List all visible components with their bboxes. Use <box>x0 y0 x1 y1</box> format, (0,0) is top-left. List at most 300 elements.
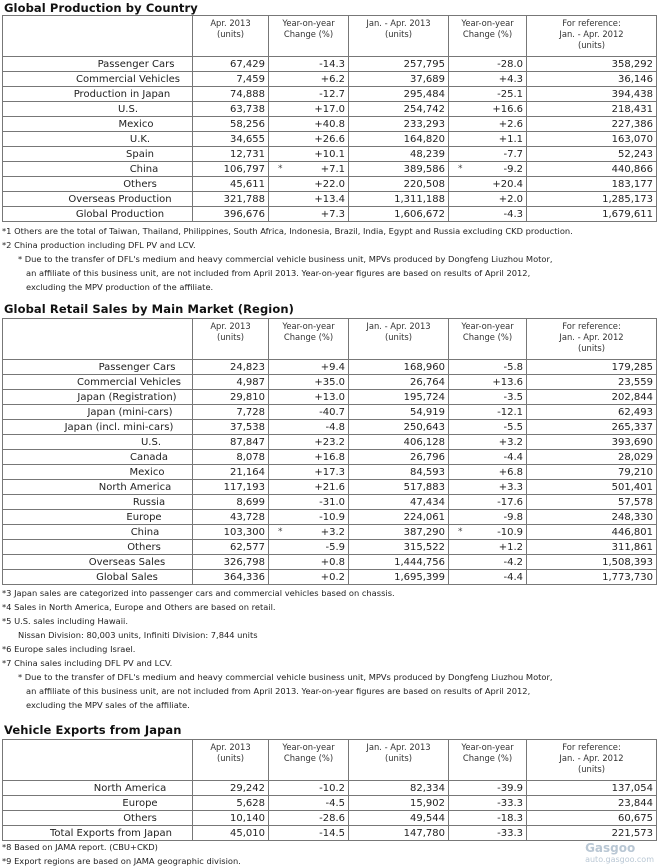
value-cell <box>449 510 527 525</box>
value-cell <box>449 540 527 555</box>
value-cell <box>527 420 657 435</box>
value-text: 10,140 <box>230 812 265 824</box>
table-row <box>3 450 657 465</box>
row-label-text: Mexico <box>118 118 154 130</box>
value-cell <box>449 480 527 495</box>
value-cell <box>269 480 349 495</box>
table-row <box>3 132 657 147</box>
value-cell <box>449 495 527 510</box>
value-text: 394,438 <box>611 88 653 100</box>
footnote: excluding the MPV sales of the affiliate. <box>26 700 190 710</box>
value-text: -10.9 <box>319 511 345 523</box>
value-text: 406,128 <box>403 436 445 448</box>
value-cell <box>193 87 269 102</box>
value-cell <box>449 102 527 117</box>
value-text: 117,193 <box>223 481 265 493</box>
value-cell <box>193 811 269 826</box>
table-row <box>3 495 657 510</box>
value-text: 62,493 <box>618 406 653 418</box>
value-cell <box>527 495 657 510</box>
value-text: 52,243 <box>618 148 653 160</box>
row-label-text: Global Production <box>75 208 165 220</box>
value-cell <box>349 510 449 525</box>
value-cell <box>449 796 527 811</box>
row-label <box>3 781 193 796</box>
column-header: Year-on-year Change (%) <box>449 16 527 57</box>
value-cell <box>349 465 449 480</box>
row-label <box>3 360 193 375</box>
footnote: an affiliate of this business unit, are not included from April 2013. Year-on-year figures are based on results of April 2012, <box>26 686 531 696</box>
value-cell <box>527 435 657 450</box>
row-label <box>3 450 193 465</box>
table-row <box>3 465 657 480</box>
value-cell <box>449 147 527 162</box>
value-text: 195,724 <box>403 391 445 403</box>
table-row <box>3 811 657 826</box>
row-label-text: U.K. <box>129 133 151 145</box>
value-text: 1,606,672 <box>394 208 445 220</box>
value-cell <box>527 510 657 525</box>
value-cell <box>449 465 527 480</box>
row-label-text: Japan (mini-cars) <box>87 406 173 418</box>
column-header: Apr. 2013 (units) <box>193 319 269 360</box>
value-text: -10.9 <box>497 526 523 538</box>
value-text: -18.3 <box>497 812 523 824</box>
value-cell <box>527 132 657 147</box>
value-text: 45,010 <box>230 827 265 839</box>
value-cell <box>193 57 269 72</box>
row-label-text: Japan (incl. mini-cars) <box>64 421 174 433</box>
column-header: Year-on-year Change (%) <box>449 740 527 781</box>
footnote: *6 Europe sales including Israel. <box>2 644 136 654</box>
watermark-logo <box>585 841 654 864</box>
value-cell <box>193 162 269 177</box>
value-cell <box>193 390 269 405</box>
column-header: Jan. - Apr. 2013 (units) <box>349 319 449 360</box>
retail-table <box>2 318 657 585</box>
value-text: +20.4 <box>492 178 523 190</box>
column-header: Apr. 2013 (units) <box>193 16 269 57</box>
value-cell <box>349 147 449 162</box>
value-text: 8,699 <box>236 496 265 508</box>
row-label <box>3 510 193 525</box>
watermark-url: auto.gasgoo.com <box>585 855 654 864</box>
value-text: -40.7 <box>319 406 345 418</box>
value-cell <box>349 405 449 420</box>
value-text: 62,577 <box>230 541 265 553</box>
value-text: 45,611 <box>230 178 265 190</box>
value-cell <box>527 570 657 585</box>
value-cell <box>349 177 449 192</box>
footnote: * Due to the transfer of DFL's medium and heavy commercial vehicle business unit, MPVs produced by Dongfeng Liuzhou Motor, <box>18 672 553 682</box>
value-text: 1,444,756 <box>394 556 445 568</box>
value-cell <box>193 826 269 841</box>
value-cell <box>349 555 449 570</box>
retail-title: Global Retail Sales by Main Market (Region) <box>4 302 294 316</box>
value-cell <box>349 360 449 375</box>
value-text: -28.6 <box>319 812 345 824</box>
exports-table <box>2 739 657 841</box>
value-text: -4.4 <box>503 571 523 583</box>
value-text: 26,764 <box>410 376 445 388</box>
value-cell <box>193 510 269 525</box>
value-cell <box>269 207 349 222</box>
table-row <box>3 480 657 495</box>
value-cell <box>269 192 349 207</box>
value-text: +6.2 <box>320 73 345 85</box>
value-cell <box>349 390 449 405</box>
production-table <box>2 15 657 222</box>
row-label <box>3 177 193 192</box>
value-text: -4.8 <box>325 421 345 433</box>
value-text: 58,256 <box>230 118 265 130</box>
row-label <box>3 435 193 450</box>
value-cell <box>349 826 449 841</box>
value-text: 84,593 <box>410 466 445 478</box>
column-header: Jan. - Apr. 2013 (units) <box>349 740 449 781</box>
table-row <box>3 87 657 102</box>
value-cell <box>449 405 527 420</box>
row-label-text: Spain <box>126 148 154 160</box>
value-cell <box>269 57 349 72</box>
value-cell <box>193 781 269 796</box>
table-row <box>3 192 657 207</box>
value-text: +3.3 <box>498 481 523 493</box>
row-label-text: Passenger Cars <box>97 58 175 70</box>
exports-title: Vehicle Exports from Japan <box>4 723 182 737</box>
value-cell <box>193 147 269 162</box>
value-cell <box>527 826 657 841</box>
header-blank-cell <box>3 16 193 57</box>
row-label-text: Japan (Registration) <box>77 391 177 403</box>
footnote: excluding the MPV production of the affiliate. <box>26 282 214 292</box>
asterisk-marker: * <box>278 163 283 174</box>
value-cell <box>269 570 349 585</box>
row-label-text: U.S. <box>140 436 162 448</box>
table-row <box>3 555 657 570</box>
value-cell <box>193 117 269 132</box>
row-label <box>3 826 193 841</box>
value-cell <box>193 192 269 207</box>
value-cell <box>449 570 527 585</box>
row-label <box>3 540 193 555</box>
value-text: 28,029 <box>618 451 653 463</box>
value-cell <box>527 192 657 207</box>
value-text: 82,334 <box>410 782 445 794</box>
value-text: 103,300 <box>223 526 265 538</box>
value-cell <box>269 405 349 420</box>
value-text: 106,797 <box>223 163 265 175</box>
value-text: 446,801 <box>611 526 653 538</box>
row-label-text: Others <box>127 541 161 553</box>
row-label-text: Passenger Cars <box>98 361 176 373</box>
value-text: 21,164 <box>230 466 265 478</box>
value-cell <box>349 117 449 132</box>
value-cell <box>269 147 349 162</box>
value-cell <box>349 420 449 435</box>
value-cell <box>449 826 527 841</box>
value-cell <box>349 102 449 117</box>
row-label <box>3 147 193 162</box>
value-text: +3.2 <box>498 436 523 448</box>
value-text: -33.3 <box>497 797 523 809</box>
value-cell <box>193 465 269 480</box>
footnote: *5 U.S. sales including Hawaii. <box>2 616 128 626</box>
value-cell <box>449 207 527 222</box>
column-header: Year-on-year Change (%) <box>269 319 349 360</box>
value-text: +21.6 <box>314 481 345 493</box>
value-text: +1.2 <box>498 541 523 553</box>
value-cell <box>449 87 527 102</box>
value-cell <box>527 405 657 420</box>
value-text: -4.2 <box>503 556 523 568</box>
value-cell <box>269 117 349 132</box>
value-text: 29,242 <box>230 782 265 794</box>
row-label-text: Global Sales <box>96 571 158 583</box>
value-text: 517,883 <box>403 481 445 493</box>
value-cell <box>193 72 269 87</box>
table-row <box>3 420 657 435</box>
row-label <box>3 117 193 132</box>
value-cell <box>349 450 449 465</box>
footnote: *9 Export regions are based on JAMA geographic division. <box>2 856 241 866</box>
value-cell <box>527 72 657 87</box>
value-text: 265,337 <box>611 421 653 433</box>
value-cell <box>449 117 527 132</box>
value-text: +7.3 <box>320 208 345 220</box>
value-text: 23,559 <box>618 376 653 388</box>
value-cell <box>449 192 527 207</box>
row-label-text: Total Exports from Japan <box>50 827 172 839</box>
value-cell <box>527 207 657 222</box>
value-text: 48,239 <box>410 148 445 160</box>
value-text: +16.8 <box>314 451 345 463</box>
value-cell <box>527 102 657 117</box>
value-cell <box>269 87 349 102</box>
value-text: +13.0 <box>314 391 345 403</box>
value-text: 15,902 <box>410 797 445 809</box>
value-text: +23.2 <box>314 436 345 448</box>
value-cell <box>349 192 449 207</box>
value-cell <box>349 570 449 585</box>
value-cell <box>269 811 349 826</box>
value-text: 8,078 <box>236 451 265 463</box>
value-text: +2.0 <box>498 193 523 205</box>
value-cell <box>527 540 657 555</box>
value-cell <box>193 375 269 390</box>
table-row <box>3 826 657 841</box>
table-row <box>3 162 657 177</box>
value-text: 250,643 <box>403 421 445 433</box>
value-cell <box>527 796 657 811</box>
table-row <box>3 207 657 222</box>
value-cell <box>193 102 269 117</box>
row-label-text: China <box>129 163 159 175</box>
value-text: 147,780 <box>403 827 445 839</box>
value-cell <box>449 420 527 435</box>
value-cell <box>527 465 657 480</box>
value-text: 1,311,188 <box>394 193 445 205</box>
row-label <box>3 87 193 102</box>
value-text: 179,285 <box>611 361 653 373</box>
value-text: -4.3 <box>503 208 523 220</box>
value-cell <box>193 480 269 495</box>
value-text: 137,054 <box>611 782 653 794</box>
row-label <box>3 57 193 72</box>
value-cell <box>269 465 349 480</box>
value-text: -28.0 <box>497 58 523 70</box>
value-cell <box>349 162 449 177</box>
value-text: 54,919 <box>410 406 445 418</box>
value-cell <box>449 450 527 465</box>
value-text: 47,434 <box>410 496 445 508</box>
value-cell <box>193 405 269 420</box>
row-label-text: Others <box>123 812 157 824</box>
value-cell <box>449 375 527 390</box>
value-text: 1,285,173 <box>602 193 653 205</box>
value-cell <box>449 162 527 177</box>
value-cell <box>193 495 269 510</box>
value-text: 220,508 <box>403 178 445 190</box>
value-cell <box>349 781 449 796</box>
value-text: 224,061 <box>403 511 445 523</box>
row-label <box>3 207 193 222</box>
value-text: -3.5 <box>503 391 523 403</box>
production-title: Global Production by Country <box>4 1 198 15</box>
value-text: +17.3 <box>314 466 345 478</box>
value-text: 79,210 <box>618 466 653 478</box>
row-label <box>3 570 193 585</box>
row-label <box>3 811 193 826</box>
value-text: 257,795 <box>403 58 445 70</box>
value-text: -17.6 <box>497 496 523 508</box>
row-label-text: North America <box>93 782 167 794</box>
row-label-text: U.S. <box>117 103 139 115</box>
table-row <box>3 510 657 525</box>
value-text: +0.8 <box>320 556 345 568</box>
value-text: 1,679,611 <box>602 208 653 220</box>
column-header: Apr. 2013 (units) <box>193 740 269 781</box>
value-text: 295,484 <box>403 88 445 100</box>
asterisk-marker: * <box>278 526 283 537</box>
value-cell <box>349 57 449 72</box>
value-cell <box>269 781 349 796</box>
header-blank-cell <box>3 319 193 360</box>
value-text: 37,689 <box>410 73 445 85</box>
table-row <box>3 781 657 796</box>
value-cell <box>193 796 269 811</box>
row-label <box>3 132 193 147</box>
value-text: -33.3 <box>497 827 523 839</box>
footnote: *2 China production including DFL PV and LCV. <box>2 240 196 250</box>
value-cell <box>349 796 449 811</box>
value-cell <box>349 480 449 495</box>
value-cell <box>527 117 657 132</box>
value-cell <box>349 72 449 87</box>
value-text: -5.5 <box>503 421 523 433</box>
value-cell <box>193 435 269 450</box>
row-label <box>3 405 193 420</box>
footnote: *3 Japan sales are categorized into passenger cars and commercial vehicles based on chassis. <box>2 588 395 598</box>
value-text: 36,146 <box>618 73 653 85</box>
table-row <box>3 796 657 811</box>
value-cell <box>349 132 449 147</box>
value-cell <box>527 555 657 570</box>
row-label <box>3 420 193 435</box>
value-text: -14.5 <box>319 827 345 839</box>
value-text: 164,820 <box>403 133 445 145</box>
value-text: 326,798 <box>223 556 265 568</box>
column-header: For reference: Jan. - Apr. 2012 (units) <box>527 16 657 57</box>
value-text: 5,628 <box>236 797 265 809</box>
value-text: -5.9 <box>325 541 345 553</box>
value-text: -39.9 <box>497 782 523 794</box>
value-cell <box>269 796 349 811</box>
value-cell <box>193 132 269 147</box>
row-label-text: Production in Japan <box>73 88 171 100</box>
row-label-text: Others <box>123 178 157 190</box>
value-text: 227,386 <box>611 118 653 130</box>
asterisk-marker: * <box>458 526 463 537</box>
value-text: 233,293 <box>403 118 445 130</box>
value-text: 321,788 <box>223 193 265 205</box>
value-text: +26.6 <box>314 133 345 145</box>
value-cell <box>527 57 657 72</box>
value-cell <box>269 132 349 147</box>
value-text: +0.2 <box>320 571 345 583</box>
row-label <box>3 525 193 540</box>
value-text: 202,844 <box>611 391 653 403</box>
value-cell <box>449 435 527 450</box>
value-text: +3.2 <box>320 526 345 538</box>
value-cell <box>269 177 349 192</box>
column-header: Year-on-year Change (%) <box>449 319 527 360</box>
row-label-text: Mexico <box>129 466 165 478</box>
header-row <box>3 16 657 57</box>
value-text: +16.6 <box>492 103 523 115</box>
value-text: 43,728 <box>230 511 265 523</box>
value-text: 315,522 <box>403 541 445 553</box>
footnote: *4 Sales in North America, Europe and Others are based on retail. <box>2 602 276 612</box>
row-label <box>3 495 193 510</box>
value-cell <box>449 811 527 826</box>
value-cell <box>527 147 657 162</box>
value-text: +10.1 <box>314 148 345 160</box>
row-label-text: Europe <box>126 511 162 523</box>
value-cell <box>193 555 269 570</box>
row-label-text: Russia <box>132 496 166 508</box>
row-label <box>3 102 193 117</box>
value-text: 12,731 <box>230 148 265 160</box>
table-row <box>3 390 657 405</box>
value-text: 168,960 <box>403 361 445 373</box>
value-cell <box>269 826 349 841</box>
footnote: *7 China sales including DFL PV and LCV. <box>2 658 173 668</box>
value-text: +4.3 <box>498 73 523 85</box>
value-cell <box>269 435 349 450</box>
value-text: -12.7 <box>319 88 345 100</box>
value-cell <box>349 87 449 102</box>
value-cell <box>449 72 527 87</box>
value-text: +2.6 <box>498 118 523 130</box>
column-header: For reference: Jan. - Apr. 2012 (units) <box>527 319 657 360</box>
value-text: 74,888 <box>230 88 265 100</box>
value-text: 163,070 <box>611 133 653 145</box>
value-text: 389,586 <box>403 163 445 175</box>
value-cell <box>449 177 527 192</box>
table-row <box>3 375 657 390</box>
value-text: 387,290 <box>403 526 445 538</box>
